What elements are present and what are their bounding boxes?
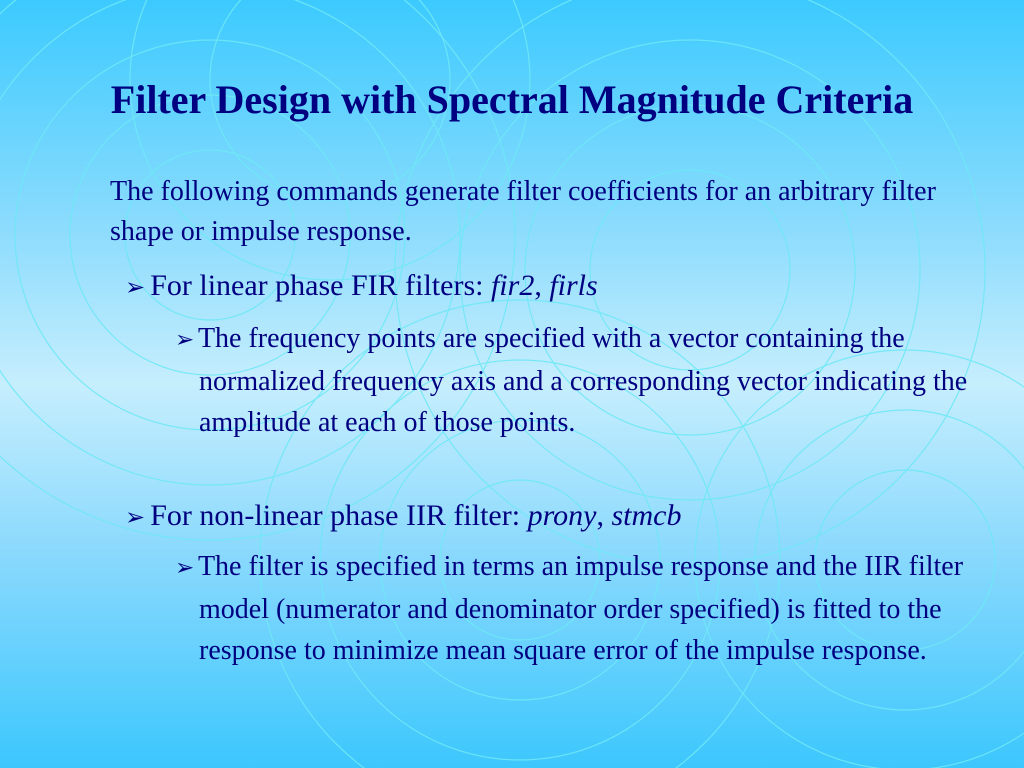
bullet-fir: [125, 266, 955, 307]
command-prony: prony: [527, 499, 597, 532]
sub-bullet-frequency-text: The frequency points are specified with a vector containing the normalized frequency axis and a corresponding vector indicating the amplitude at each of those points.: [197, 323, 968, 438]
sub-bullet-impulse-response: [175, 546, 979, 671]
sub-bullet-impulse-text: The filter is specified in terms an impulse response and the IIR filter model (numerator and denominator order specified) is fitted to the response to minimize mean square error of the impulse response.: [197, 551, 964, 666]
bullet-fir-separator: ,: [534, 269, 550, 302]
slide-title: Filter Design with Spectral Magnitude Criteria: [110, 77, 914, 122]
command-fir2: fir2: [490, 269, 535, 302]
command-stmcb: stmcb: [611, 499, 682, 532]
bullet-fir-text: For linear phase FIR filters:: [150, 269, 491, 302]
arrowhead-bullet-icon: ➢: [175, 555, 195, 581]
bullet-iir: [125, 496, 955, 537]
command-firls: firls: [549, 269, 598, 302]
bullet-iir-text: For non-linear phase IIR filter:: [150, 499, 528, 532]
sub-bullet-frequency-points: [175, 318, 979, 443]
intro-paragraph: The following commands generate filter coefficients for an arbitrary filter shape or impulse response.: [110, 176, 936, 247]
bullet-iir-separator: ,: [596, 499, 612, 532]
arrowhead-bullet-icon: ➢: [175, 327, 195, 353]
arrowhead-bullet-icon: ➢: [125, 503, 146, 531]
arrowhead-bullet-icon: ➢: [125, 273, 146, 301]
